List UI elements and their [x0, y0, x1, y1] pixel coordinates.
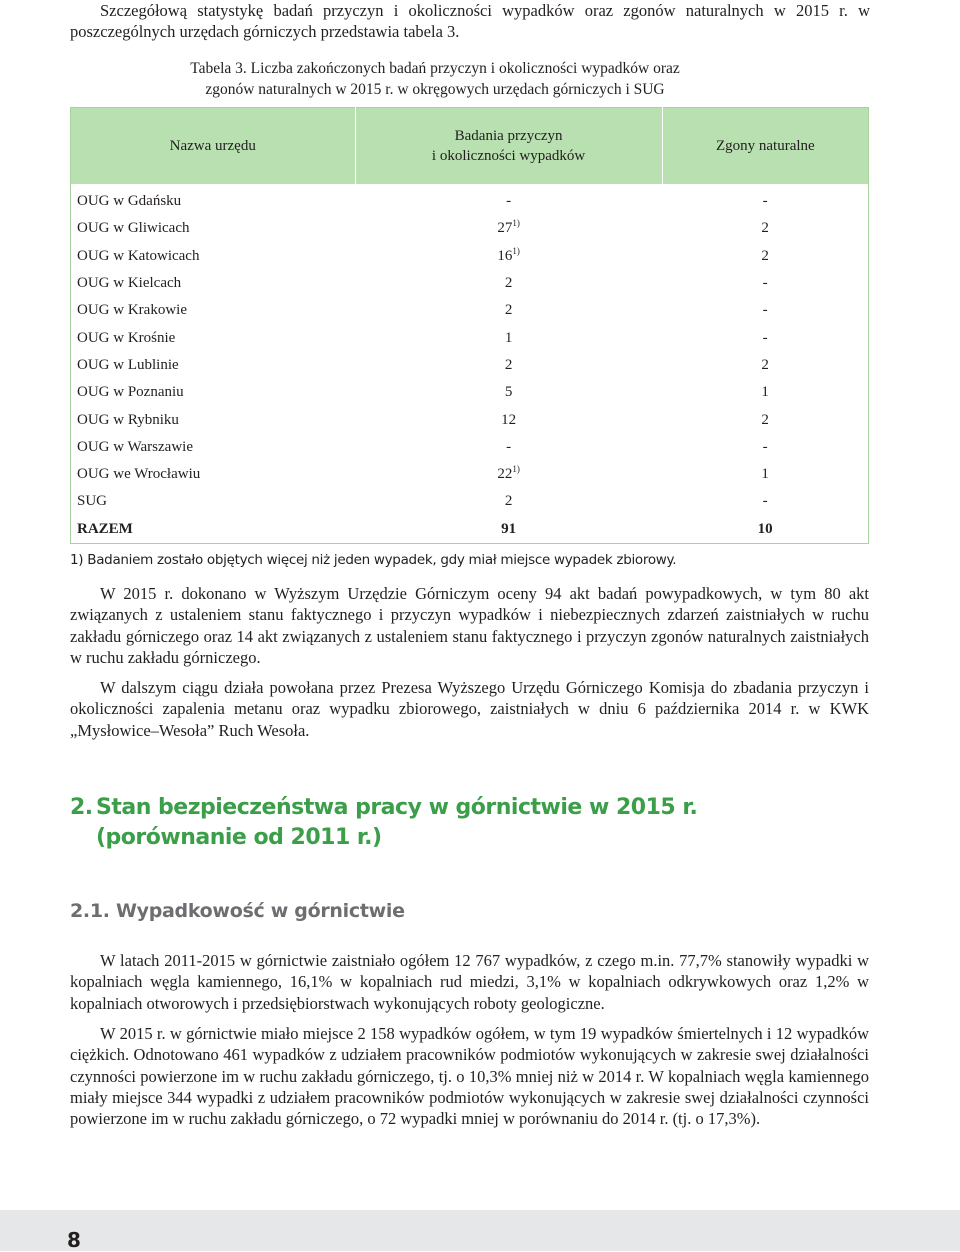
paragraph-assessment: W 2015 r. dokonano w Wyższym Urzędzie Górniczym oceny 94 akt badań powypadkowych, w tym 80 akt związanych z ustaleniem stanu faktycznego i przyczyn wypadków i niebezpiecznych zdarzeń zaistniałych w ruchu zakładu górniczego oraz 14 akt związanych z ustaleniem stanu faktycznego i przyczyn zgonów naturalnych zaistniałych w ruchu zakładu górniczego.	[70, 584, 869, 667]
deaths-cell: 1	[662, 379, 868, 406]
investigations-value: 2	[504, 493, 513, 510]
table-header-row	[71, 108, 869, 185]
section-2-number: 2.	[70, 795, 93, 820]
deaths-cell: 2	[662, 215, 868, 242]
deaths-cell: -	[662, 270, 868, 297]
table-row	[71, 215, 869, 242]
total-label: RAZEM	[71, 516, 356, 544]
table-row	[71, 270, 869, 297]
total-investigations: 91	[355, 516, 662, 544]
investigations-cell	[355, 297, 662, 324]
section-2-heading	[70, 793, 697, 853]
header-investigations	[355, 108, 662, 185]
investigations-cell	[355, 406, 662, 433]
office-name: OUG w Katowicach	[71, 243, 356, 270]
investigations-value: 12	[501, 411, 517, 428]
office-name: OUG w Poznaniu	[71, 379, 356, 406]
deaths-cell: -	[662, 184, 868, 215]
section-2-1-heading: 2.1. Wypadkowość w górnictwie	[70, 900, 405, 922]
footnote-marker: 1)	[512, 464, 520, 475]
investigations-cell	[355, 434, 662, 461]
table-row	[71, 379, 869, 406]
footer-band	[0, 1210, 960, 1251]
investigations-cell	[355, 352, 662, 379]
footnote-marker: 1)	[512, 218, 520, 229]
investigations-cell	[355, 243, 662, 270]
investigations-cell	[355, 184, 662, 215]
office-name: OUG w Krośnie	[71, 324, 356, 351]
investigations-value: 2	[504, 356, 513, 373]
total-deaths: 10	[662, 516, 868, 544]
investigations-value: 2	[504, 302, 513, 319]
table-row	[71, 243, 869, 270]
investigations-value: -	[506, 438, 512, 455]
table-row	[71, 434, 869, 461]
intro-paragraph: Szczegółową statystykę badań przyczyn i okoliczności wypadków oraz zgonów naturalnych w 2015 r. w poszczególnych urzędach górniczych przedstawia tabela 3.	[70, 1, 870, 41]
office-name: OUG w Gliwicach	[71, 215, 356, 242]
section-2-title-line2: (porównanie od 2011 r.)	[96, 825, 382, 850]
table-total-row	[71, 516, 869, 544]
deaths-cell: 2	[662, 406, 868, 433]
office-name: OUG w Rybniku	[71, 406, 356, 433]
investigations-cell	[355, 215, 662, 242]
investigations-cell	[355, 379, 662, 406]
section-2-title-line1: Stan bezpieczeństwa pracy w górnictwie w 2015 r.	[96, 795, 698, 820]
table-row	[71, 324, 869, 351]
deaths-cell: 1	[662, 461, 868, 488]
table-caption-line1: Tabela 3. Liczba zakończonych badań przyczyn i okoliczności wypadków oraz	[190, 60, 680, 77]
office-name: OUG we Wrocławiu	[71, 461, 356, 488]
investigations-value: -	[506, 193, 512, 210]
office-name: OUG w Warszawie	[71, 434, 356, 461]
office-name: SUG	[71, 488, 356, 515]
deaths-cell: -	[662, 434, 868, 461]
table-row	[71, 461, 869, 488]
footnote-marker: 1)	[512, 245, 520, 256]
header-natural-deaths: Zgony naturalne	[662, 108, 868, 185]
table-row	[71, 352, 869, 379]
office-name: OUG w Gdańsku	[71, 184, 356, 215]
header-investigations-line1: Badania przyczyn	[454, 128, 563, 144]
paragraph-commission: W dalszym ciągu działa powołana przez Prezesa Wyższego Urzędu Górniczego Komisja do zbadania przyczyn i okoliczności zapalenia metanu oraz wypadku zbiorowego, zaistniałych w dniu 6 października 2014 r. w KWK „Mysłowice–Wesoła” Ruch Wesoła.	[70, 678, 869, 740]
table-caption-line2: zgonów naturalnych w 2015 r. w okręgowych urzędach górniczych i SUG	[205, 81, 665, 98]
deaths-cell: -	[662, 297, 868, 324]
table-caption	[70, 58, 800, 100]
table-row	[71, 184, 869, 215]
paragraph-accidents-2015: W 2015 r. w górnictwie miało miejsce 2 158 wypadków ogółem, w tym 19 wypadków śmiertelnych i 12 wypadków ciężkich. Odnotowano 461 wypadków z udziałem pracowników podmiotów wykonujących w zakresie swej działalności czynności powierzone im w ruchu zakładu górniczego, tj. o 10,3% mniej niż w 2014 r. W kopalniach węgla kamiennego miały miejsce 344 wypadki z udziałem pracowników podmiotów wykonujących w zakresie swej działalności czynności powierzone im w ruchu zakładu górniczego, o 72 wypadki mniej w porównaniu do 2014 r. (tj. o 17,3%).	[70, 1024, 869, 1129]
page-number: 8	[67, 1228, 81, 1252]
investigations-value: 1	[504, 329, 513, 346]
deaths-cell: 2	[662, 243, 868, 270]
table-footnote: 1) Badaniem zostało objętych więcej niż jeden wypadek, gdy miał miejsce wypadek zbiorowy.	[70, 552, 677, 568]
deaths-cell: -	[662, 324, 868, 351]
header-investigations-line2: i okoliczności wypadków	[431, 148, 586, 164]
investigations-cell	[355, 324, 662, 351]
investigations-cell	[355, 270, 662, 297]
office-name: OUG w Krakowie	[71, 297, 356, 324]
investigations-value: 5	[504, 384, 513, 401]
investigations-value: 2	[504, 275, 513, 292]
investigations-value: 22	[497, 466, 513, 483]
investigations-cell	[355, 461, 662, 488]
table-row	[71, 297, 869, 324]
deaths-cell: 2	[662, 352, 868, 379]
data-table	[70, 107, 869, 544]
investigations-cell	[355, 488, 662, 515]
paragraph-accidents-2011-2015: W latach 2011-2015 w górnictwie zaistniało ogółem 12 767 wypadków, z czego m.in. 77,7% stanowiły wypadki w kopalniach węgla kamiennego, 16,1% w kopalniach rud miedzi, 3,1% w kopalniach odkrywkowych oraz 1,2% w kopalniach otworowych i przedsiębiorstwach wykonujących roboty geologiczne.	[70, 951, 869, 1013]
table-row	[71, 488, 869, 515]
header-office-name: Nazwa urzędu	[71, 108, 356, 185]
office-name: OUG w Kielcach	[71, 270, 356, 297]
investigations-value: 27	[497, 220, 513, 237]
table-row	[71, 406, 869, 433]
office-name: OUG w Lublinie	[71, 352, 356, 379]
deaths-cell: -	[662, 488, 868, 515]
investigations-value: 16	[497, 247, 513, 264]
